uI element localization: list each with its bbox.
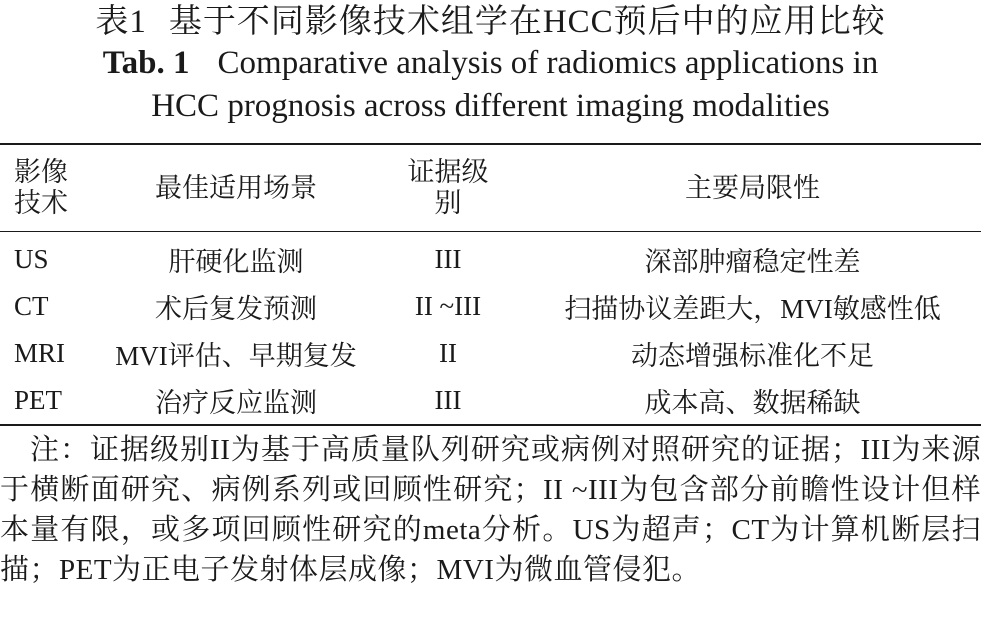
cell-limitation: 深部肿瘤稳定性差 (644, 247, 861, 277)
table-row (0, 330, 981, 377)
cell-limitation: 扫描协议差距大，MVI敏感性低 (564, 294, 941, 324)
cell-evidence: II (439, 338, 457, 368)
header-modality: 影像 技术 (14, 157, 68, 218)
cell-limitation: 成本高、数据稀缺 (644, 388, 861, 418)
comparison-table (0, 143, 981, 426)
caption-en-title-line1: Comparative analysis of radiomics applications in (217, 45, 879, 81)
table-caption (0, 0, 981, 128)
cell-modality: MRI (14, 338, 66, 368)
cell-scenario: 治疗反应监测 (155, 388, 317, 418)
caption-cn-title: 基于不同影像技术组学在HCC预后中的应用比较 (168, 4, 886, 40)
cell-scenario: MVI评估、早期复发 (115, 341, 357, 371)
header-evidence: 证据级 别 (407, 157, 489, 218)
cell-modality: US (14, 244, 49, 274)
caption-en-title-line2: HCC prognosis across different imaging modalities (151, 88, 830, 124)
table-header-row (0, 144, 981, 232)
cell-evidence: III (434, 244, 462, 274)
table-row (0, 377, 981, 425)
cell-evidence: II ~III (414, 291, 482, 321)
caption-en-label: Tab. 1 (102, 45, 190, 81)
header-scenario: 最佳适用场景 (155, 172, 317, 203)
header-limitation: 主要局限性 (685, 172, 820, 203)
table-row (0, 283, 981, 330)
cell-scenario: 术后复发预测 (155, 294, 317, 324)
caption-cn-label: 表1 (95, 4, 147, 40)
caption-chinese (0, 0, 981, 42)
caption-english (0, 42, 981, 128)
cell-limitation: 动态增强标准化不足 (631, 341, 874, 371)
table-footnote: 注：证据级别II为基于高质量队列研究或病例对照研究的证据；III为来源于横断面研究、病例系列或回顾性研究；II ~III为包含部分前瞻性设计但样本量有限，或多项回顾性研究的meta分析。US为超声；CT为计算机断层扫描；PET为正电子发射体层成像；MVI为微血管侵犯。 (0, 434, 981, 586)
cell-modality: CT (14, 291, 49, 321)
table-row (0, 232, 981, 284)
cell-modality: PET (14, 385, 63, 415)
cell-evidence: III (434, 385, 462, 415)
cell-scenario: 肝硬化监测 (168, 247, 304, 277)
